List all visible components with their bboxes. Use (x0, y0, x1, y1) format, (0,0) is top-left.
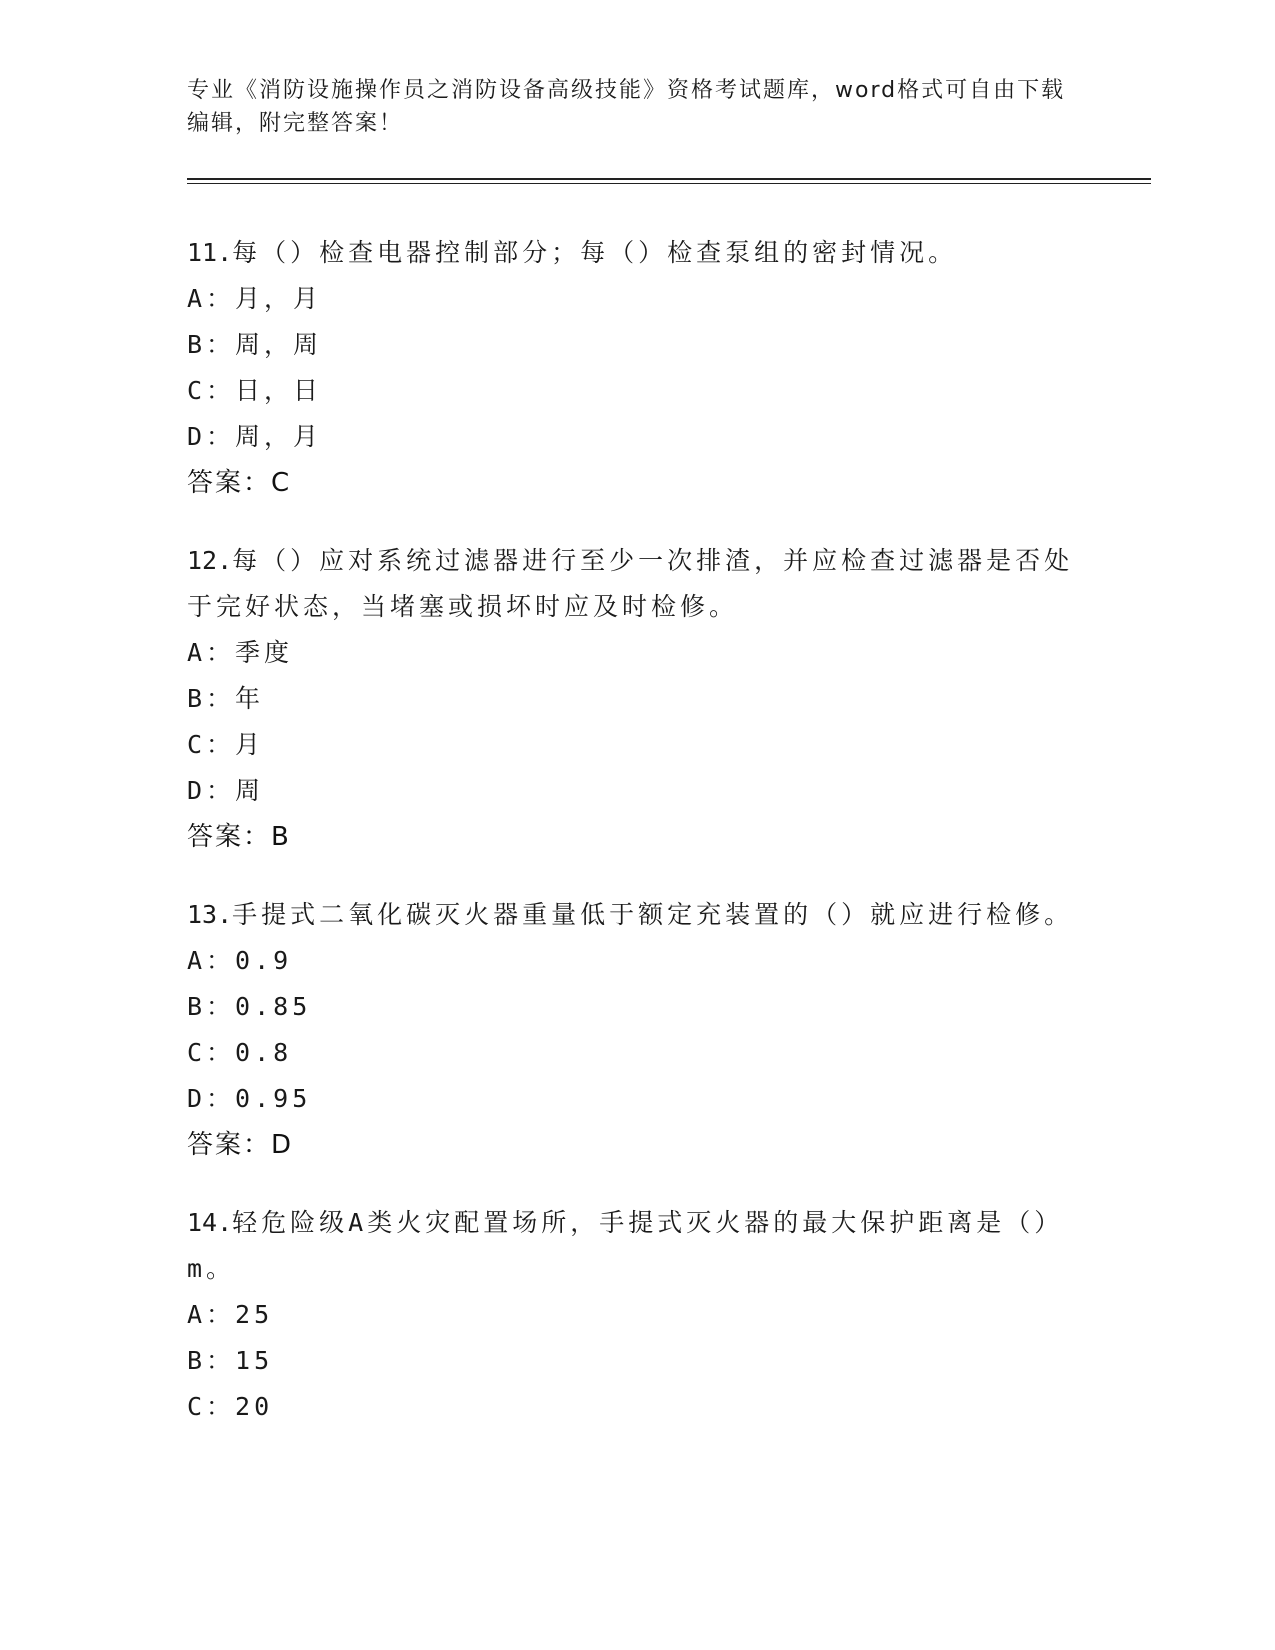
question-14 (187, 1200, 1087, 1430)
question-text: 轻危险级A类火灾配置场所，手提式灭火器的最大保护距离是（）m。 (187, 1208, 1064, 1283)
question-text: 每（）应对系统过滤器进行至少一次排渣，并应检查过滤器是否处于完好状态，当堵塞或损坏时应及时检修。 (187, 546, 1074, 621)
question-stem (187, 1200, 1087, 1292)
option-d: D：0.95 (187, 1084, 312, 1113)
question-number: 13. (187, 900, 233, 929)
option-c: C：0.8 (187, 1038, 293, 1067)
question-stem (187, 230, 1087, 276)
document-header-note: 专业《消防设施操作员之消防设备高级技能》资格考试题库，word格式可自由下载编辑，附完整答案！ (187, 78, 1066, 136)
option-a: A：月，月 (187, 284, 323, 313)
question-text: 手提式二氧化碳灭火器重量低于额定充装置的（）就应进行检修。 (232, 900, 1074, 929)
question-number: 12. (187, 546, 233, 575)
option-a: A：25 (187, 1300, 274, 1329)
question-list (187, 230, 1087, 1462)
option-c: C：20 (187, 1392, 274, 1421)
question-11 (187, 230, 1087, 506)
question-stem (187, 892, 1087, 938)
question-number: 14. (187, 1208, 233, 1237)
option-c: C：月 (187, 730, 265, 759)
option-b: B：0.85 (187, 992, 312, 1021)
answer-line: 答案：B (187, 822, 291, 852)
question-number: 11. (187, 238, 233, 267)
question-12 (187, 538, 1087, 860)
question-stem (187, 538, 1087, 630)
option-a: A：季度 (187, 638, 294, 667)
answer-line: 答案：C (187, 468, 292, 498)
option-b: B：年 (187, 684, 265, 713)
option-a: A：0.9 (187, 946, 293, 975)
question-text: 每（）检查电器控制部分；每（）检查泵组的密封情况。 (232, 238, 958, 267)
answer-line: 答案：D (187, 1130, 294, 1160)
option-b: B：周，周 (187, 330, 323, 359)
option-b: B：15 (187, 1346, 274, 1375)
option-c: C：日，日 (187, 376, 323, 405)
option-d: D：周，月 (187, 422, 323, 451)
option-d: D：周 (187, 776, 265, 805)
question-13 (187, 892, 1087, 1168)
header-divider-thin (187, 183, 1151, 184)
header-divider-thick (187, 178, 1151, 180)
